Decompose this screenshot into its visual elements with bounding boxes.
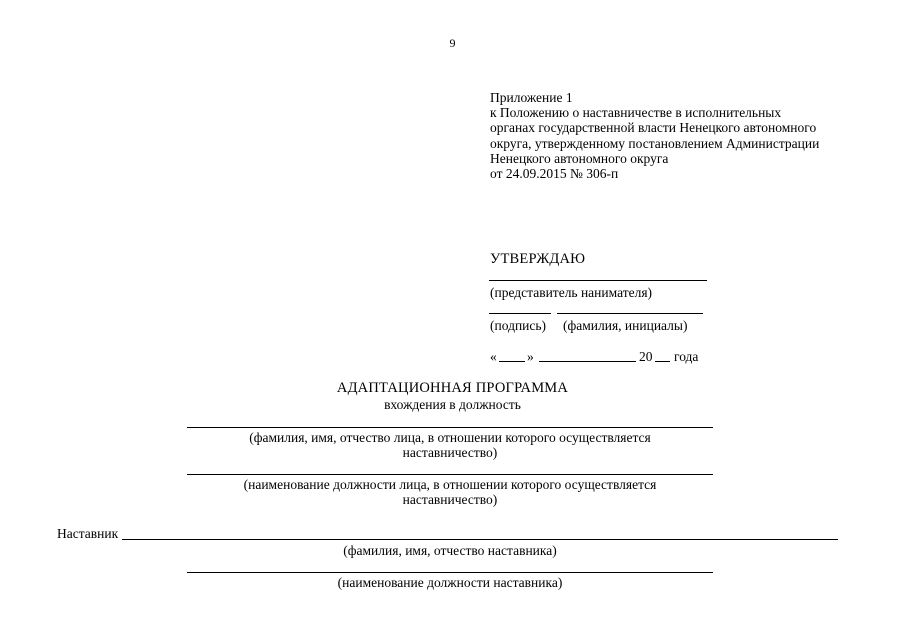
mentee-name-caption-cont: наставничество) — [402, 445, 498, 460]
appendix-line: Ненецкого автономного округа — [490, 150, 669, 166]
employer-signature-line — [489, 280, 707, 281]
signature-caption: (подпись) — [490, 318, 547, 333]
program-subtitle: вхождения в должность — [384, 397, 521, 412]
appendix-line: к Положению о наставничестве в исполнительных — [490, 105, 782, 121]
signature-line — [489, 313, 551, 314]
date-year-suffix: года — [674, 349, 699, 364]
mentee-name-caption: (фамилия, имя, отчество лица, в отношении которого осуществляется — [249, 430, 651, 445]
date-close-quote: » — [527, 349, 534, 364]
date-day-line — [499, 361, 525, 362]
page-number: 9 — [449, 36, 456, 50]
mentor-name-caption: (фамилия, имя, отчество наставника) — [343, 543, 557, 558]
name-initials-caption: (фамилия, инициалы) — [563, 318, 688, 333]
mentor-position-line — [187, 572, 713, 573]
appendix-line: органах государственной власти Ненецкого автономного — [490, 120, 817, 136]
mentee-position-caption-cont: наставничество) — [402, 492, 498, 507]
appendix-line: округа, утвержденному постановлением Администрации — [490, 135, 820, 151]
mentee-position-caption: (наименование должности лица, в отношении которого осуществляется — [243, 477, 657, 492]
appendix-line: Приложение 1 — [490, 90, 573, 105]
appendix-line: от 24.09.2015 № 306-п — [490, 166, 619, 182]
approval-title: УТВЕРЖДАЮ — [490, 251, 586, 267]
mentee-name-line — [187, 427, 713, 428]
name-initials-line — [557, 313, 703, 314]
appendix-block — [490, 90, 819, 181]
mentor-position-caption: (наименование должности наставника) — [337, 575, 563, 590]
program-title: АДАПТАЦИОННАЯ ПРОГРАММА — [336, 380, 569, 396]
date-open-quote: « — [490, 349, 497, 364]
date-year-line — [655, 361, 670, 362]
date-month-line — [539, 361, 636, 362]
date-year-prefix: 20 — [639, 349, 653, 364]
mentor-name-line — [122, 539, 838, 540]
employer-caption: (представитель нанимателя) — [490, 285, 653, 300]
mentor-label: Наставник — [57, 526, 119, 541]
mentee-position-line — [187, 474, 713, 475]
